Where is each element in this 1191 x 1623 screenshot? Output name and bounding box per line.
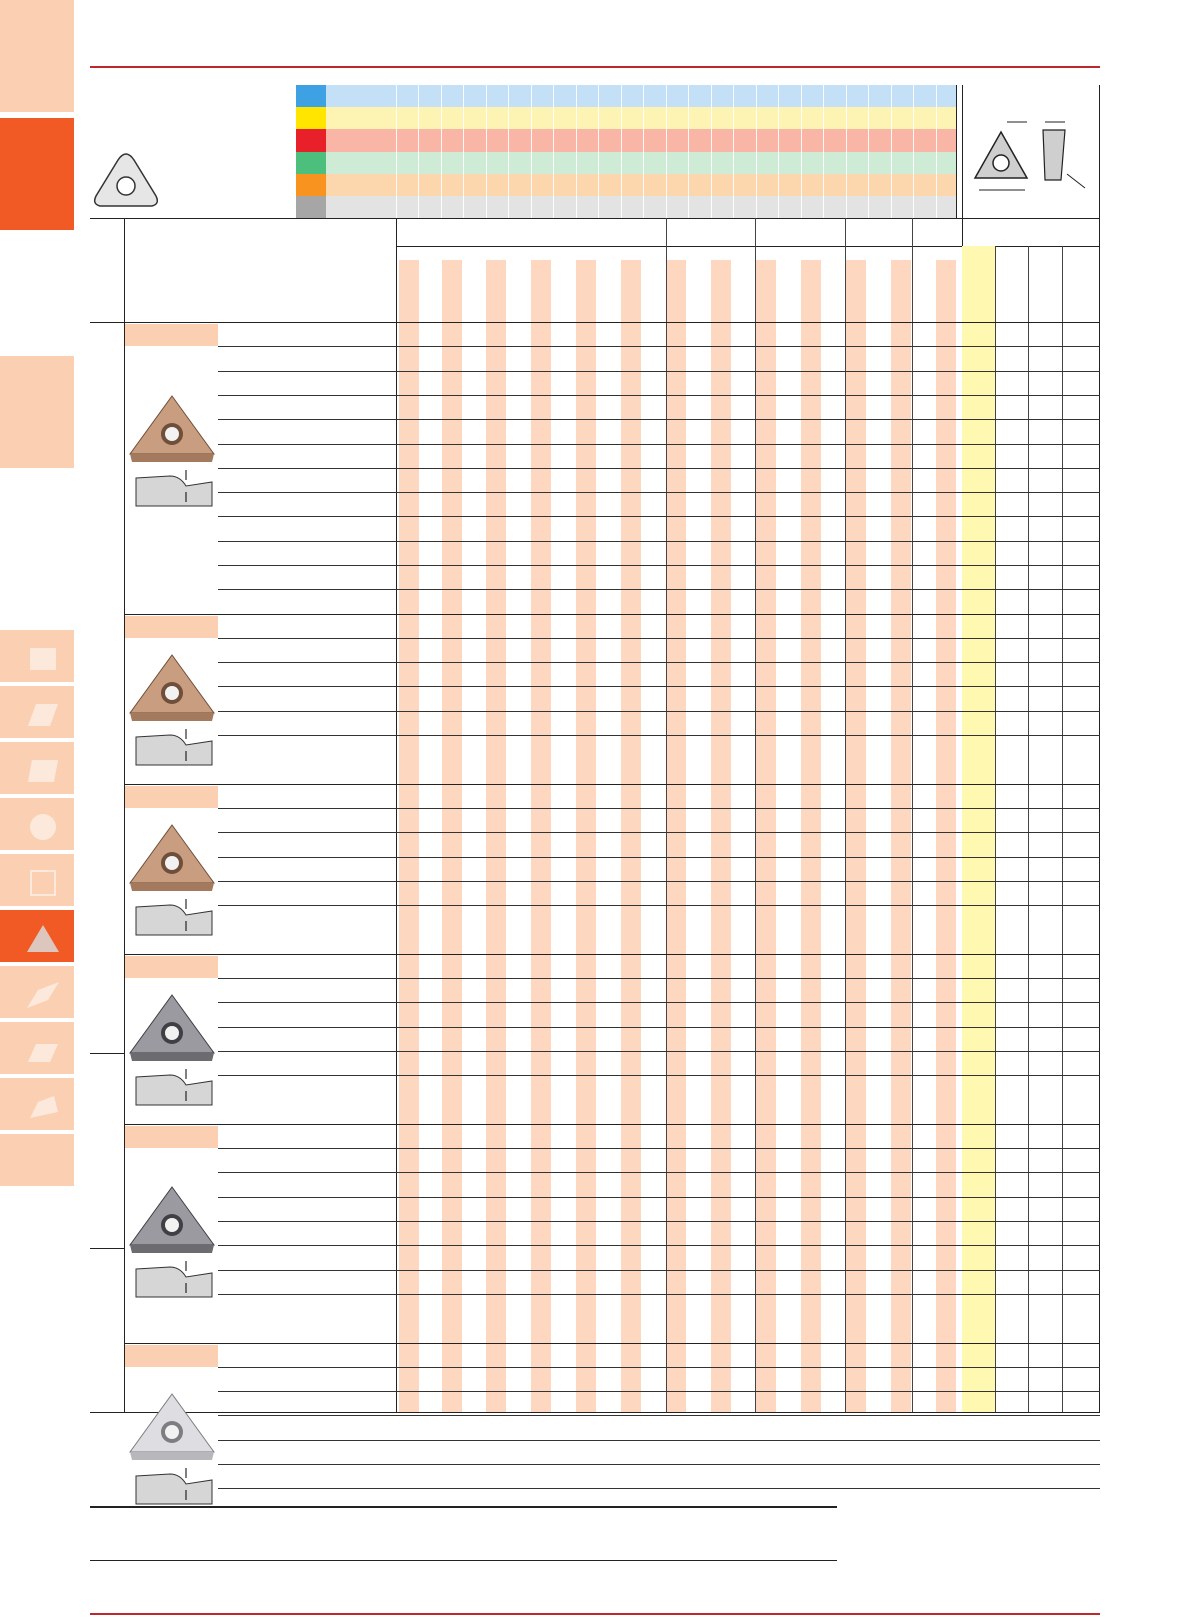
square-small-insert-icon <box>26 868 60 898</box>
table-row <box>218 1294 1100 1295</box>
table-row <box>218 662 1100 663</box>
header-top-line <box>90 218 1100 219</box>
sidebar-tab-2[interactable] <box>0 118 74 230</box>
table-row <box>218 346 1100 347</box>
grade-stripe <box>936 260 956 1412</box>
table-row <box>218 395 1100 396</box>
table-row <box>218 857 1100 858</box>
grade-stripe <box>801 260 821 1412</box>
band-divider <box>531 85 532 218</box>
footer-line-2 <box>90 1560 837 1561</box>
chipbreaker-profile-icon <box>130 727 214 767</box>
table-row <box>218 589 1100 590</box>
sidebar-tab-square-small[interactable] <box>0 854 74 906</box>
grade-group-line <box>666 218 667 1412</box>
table-row <box>218 1415 1100 1416</box>
band-divider <box>486 85 487 218</box>
group-top-line <box>124 614 1100 615</box>
top-rule <box>90 66 1100 68</box>
dim-col-line <box>995 246 996 1412</box>
sidebar-tab-triangle[interactable] <box>0 910 74 962</box>
section-divider-2 <box>90 1248 124 1249</box>
sidebar-tab-rhombus[interactable] <box>0 742 74 794</box>
group-top-line <box>124 954 1100 955</box>
material-h-swatch <box>296 196 326 218</box>
sidebar-tab-diamond-35[interactable] <box>0 966 74 1018</box>
table-row <box>218 1464 1100 1465</box>
triangle-insert-icon <box>90 150 162 210</box>
table-row <box>218 1148 1100 1149</box>
diamond-55-insert-icon <box>26 1036 60 1066</box>
material-h-band <box>326 196 956 218</box>
table-row <box>218 1051 1100 1052</box>
table-row <box>218 444 1100 445</box>
band-divider <box>576 85 577 218</box>
material-m-band <box>326 107 956 129</box>
table-row <box>218 638 1100 639</box>
dim-col-line <box>1062 246 1063 1412</box>
table-row <box>218 1027 1100 1028</box>
band-divider <box>666 85 667 218</box>
table-row <box>218 1221 1100 1222</box>
table-row <box>218 686 1100 687</box>
band-divider <box>508 85 509 218</box>
bronze-insert-icon <box>124 392 220 464</box>
sidebar-tab-last[interactable] <box>0 1134 74 1186</box>
material-k-swatch <box>296 129 326 152</box>
parallelogram-insert-icon <box>26 700 60 730</box>
band-divider <box>711 85 712 218</box>
sidebar-tab-trigon[interactable] <box>0 1078 74 1130</box>
table-row <box>218 1172 1100 1173</box>
grey-insert-icon <box>124 1183 220 1255</box>
sidebar-tab-parallelogram[interactable] <box>0 686 74 738</box>
square-insert-icon <box>26 644 60 674</box>
band-divider <box>441 85 442 218</box>
table-row <box>218 881 1100 882</box>
grade-group-line <box>912 218 913 1412</box>
material-s-band <box>326 174 956 196</box>
round-insert-icon <box>26 812 60 842</box>
group-label-block <box>125 324 218 346</box>
grey-insert-icon <box>124 991 220 1063</box>
group-label-block <box>125 786 218 808</box>
group-top-line <box>124 784 1100 785</box>
table-row <box>218 905 1100 906</box>
table-row <box>218 1440 1100 1441</box>
sidebar-tab-round[interactable] <box>0 798 74 850</box>
band-divider <box>846 85 847 218</box>
band-divider <box>913 85 914 218</box>
table-row <box>218 978 1100 979</box>
section-divider-1 <box>90 1053 124 1054</box>
dim-col-line <box>1028 246 1029 1412</box>
sidebar-tab-diamond-55[interactable] <box>0 1022 74 1074</box>
band-divider <box>688 85 689 218</box>
band-divider <box>868 85 869 218</box>
group-top-line <box>124 1124 1100 1125</box>
table-row <box>218 541 1100 542</box>
band-divider <box>778 85 779 218</box>
material-n-band <box>326 152 956 174</box>
grade-col-left-line <box>396 218 397 1412</box>
grade-group-line <box>845 218 846 1412</box>
table-row <box>218 711 1100 712</box>
table-row <box>218 1391 1100 1392</box>
grade-stripe <box>531 260 551 1412</box>
band-divider <box>891 85 892 218</box>
table-row <box>218 735 1100 736</box>
bronze-insert-icon <box>124 651 220 723</box>
table-row <box>218 468 1100 469</box>
trigon-insert-icon <box>26 1092 60 1122</box>
chipbreaker-profile-icon <box>130 468 214 508</box>
band-divider <box>801 85 802 218</box>
band-divider <box>396 85 397 218</box>
band-divider <box>621 85 622 218</box>
band-divider <box>733 85 734 218</box>
band-divider <box>936 85 937 218</box>
table-row <box>218 1270 1100 1271</box>
band-divider <box>756 85 757 218</box>
band-divider <box>553 85 554 218</box>
material-s-swatch <box>296 174 326 196</box>
group-label-block <box>125 1345 218 1367</box>
chipbreaker-profile-icon <box>130 1067 214 1107</box>
grade-group-line <box>755 218 756 1412</box>
sidebar-tab-square[interactable] <box>0 630 74 682</box>
chipbreaker-profile-icon <box>130 1466 214 1506</box>
silver-insert-icon <box>124 1390 220 1462</box>
group-top-line <box>124 1343 1100 1344</box>
group-label-block <box>125 956 218 978</box>
bottom-rule <box>90 1613 1100 1615</box>
table-row <box>218 1245 1100 1246</box>
grade-stripe <box>399 260 419 1412</box>
table-row <box>218 492 1100 493</box>
band-divider <box>598 85 599 218</box>
band-right-line <box>956 85 957 218</box>
triangle-insert-icon <box>26 924 60 954</box>
band-divider <box>643 85 644 218</box>
band-divider <box>958 85 959 218</box>
table-bottom-line <box>90 1412 1100 1413</box>
rhombus-insert-icon <box>26 756 60 786</box>
band-divider <box>823 85 824 218</box>
grade-stripe <box>442 260 462 1412</box>
highlight-column <box>962 246 995 1412</box>
group-label-block <box>125 616 218 638</box>
material-p-band <box>326 85 956 107</box>
group-label-block <box>125 1126 218 1148</box>
footer-line-1 <box>90 1506 837 1508</box>
band-divider <box>418 85 419 218</box>
table-row <box>218 1002 1100 1003</box>
grade-stripe <box>621 260 641 1412</box>
table-row <box>218 371 1100 372</box>
table-row <box>218 1367 1100 1368</box>
grade-stripe <box>711 260 731 1412</box>
grade-stripe <box>666 260 686 1412</box>
sidebar-tab-1[interactable] <box>0 0 74 112</box>
grade-stripe <box>891 260 911 1412</box>
chipbreaker-profile-icon <box>130 1259 214 1299</box>
table-row <box>218 419 1100 420</box>
band-divider <box>463 85 464 218</box>
grade-stripe <box>756 260 776 1412</box>
material-k-band <box>326 129 956 152</box>
sidebar-tab-3[interactable] <box>0 356 74 468</box>
table-row <box>218 565 1100 566</box>
grade-stripe <box>486 260 506 1412</box>
material-p-swatch <box>296 85 326 107</box>
dims-col-right-line <box>1099 85 1100 1412</box>
material-n-swatch <box>296 152 326 174</box>
table-row <box>218 1075 1100 1076</box>
triangle-dimension-diagram-icon <box>967 108 1093 206</box>
diamond-35-insert-icon <box>26 980 60 1010</box>
material-m-swatch <box>296 107 326 129</box>
table-row <box>218 808 1100 809</box>
chipbreaker-profile-icon <box>130 897 214 937</box>
grade-stripe <box>576 260 596 1412</box>
table-row <box>218 516 1100 517</box>
grade-stripe <box>846 260 866 1412</box>
table-row <box>218 1197 1100 1198</box>
table-row <box>218 1488 1100 1489</box>
bronze-insert-icon <box>124 821 220 893</box>
group-top-line <box>124 322 1100 323</box>
table-row <box>218 832 1100 833</box>
